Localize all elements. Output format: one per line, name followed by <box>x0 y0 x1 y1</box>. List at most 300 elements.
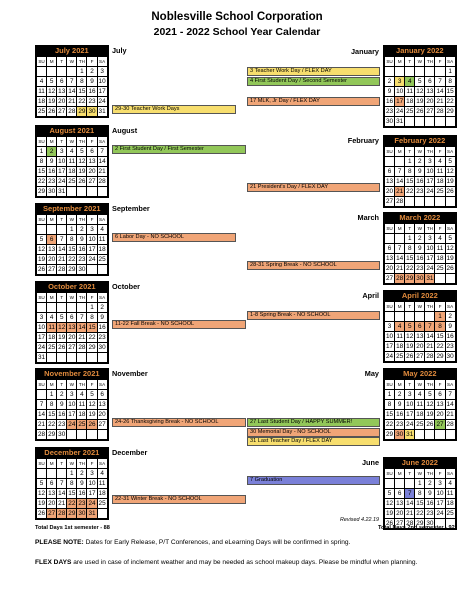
weekday-header: T <box>57 137 67 147</box>
day-cell: 12 <box>37 246 46 253</box>
event-teacher-work-day-flex: 3 Teacher Work Day / FLEX DAY <box>247 67 380 76</box>
weekday-header: M <box>395 469 405 479</box>
day-cell: 7 <box>445 390 455 400</box>
day-cell: 4 <box>435 157 445 167</box>
calendar-grid <box>384 146 456 207</box>
day-cell: 13 <box>416 333 424 340</box>
day-cell: 17 <box>88 490 96 497</box>
day-cell: 25 <box>48 344 56 351</box>
day-cell: 28 <box>406 520 414 527</box>
day-cell: 29 <box>88 344 96 351</box>
day-cell: 21 <box>68 98 76 105</box>
month-label-jul: July <box>112 46 127 55</box>
day-cell <box>77 353 87 363</box>
day-cell: 17 <box>385 343 394 350</box>
day-cell: 5 <box>385 489 395 499</box>
day-cell: 4 <box>97 225 107 235</box>
day-cell: 8 <box>405 244 415 254</box>
day-cell: 19 <box>37 500 46 507</box>
weekday-header: SU <box>385 224 395 234</box>
day-cell: 12 <box>385 500 394 507</box>
day-cell: 26 <box>78 178 86 185</box>
day-cell <box>435 430 445 440</box>
weekday-header: T <box>405 380 415 390</box>
weekday-header: T <box>405 57 415 67</box>
day-cell: 11 <box>396 333 403 340</box>
day-cell: 1 <box>435 312 445 322</box>
day-cell <box>425 197 435 207</box>
day-cell: 15 <box>385 411 394 418</box>
day-cell: 11 <box>48 324 55 331</box>
day-cell: 29 <box>48 431 56 438</box>
day-cell: 26 <box>426 421 434 428</box>
day-cell <box>385 157 395 167</box>
day-cell: 3 <box>395 77 405 87</box>
day-cell: 9 <box>77 479 87 489</box>
day-cell <box>77 303 87 313</box>
day-cell: 10 <box>98 78 106 85</box>
day-cell: 15 <box>37 168 46 175</box>
day-cell: 3 <box>87 469 97 479</box>
day-cell: 29 <box>406 275 414 282</box>
day-cell: 28 <box>396 275 404 282</box>
day-cell: 10 <box>426 168 434 175</box>
day-cell: 17 <box>88 246 96 253</box>
day-cell: 5 <box>37 235 47 245</box>
day-cell: 21 <box>98 168 106 175</box>
month-header: October 2021 <box>36 282 108 292</box>
day-cell <box>385 312 395 322</box>
weekday-header: W <box>67 459 77 469</box>
day-cell: 5 <box>415 77 425 87</box>
day-cell: 20 <box>426 98 434 105</box>
weekday-header: M <box>47 380 57 390</box>
day-cell: 18 <box>446 500 454 507</box>
day-cell: 17 <box>98 88 106 95</box>
day-cell: 1 <box>405 157 415 167</box>
note-please-text: Dates for Early Release, P/T Conferences, and eLearning Days will be confirmed in spring. <box>83 539 351 546</box>
day-cell <box>67 353 77 363</box>
day-cell: 13 <box>436 401 444 408</box>
day-cell: 15 <box>88 324 96 331</box>
day-cell: 11 <box>98 480 106 487</box>
weekday-header: W <box>415 147 425 157</box>
day-cell: 14 <box>436 88 444 95</box>
day-cell: 19 <box>88 411 96 418</box>
day-cell: 18 <box>436 178 444 185</box>
day-cell <box>77 187 87 197</box>
day-cell: 10 <box>436 490 444 497</box>
day-cell: 11 <box>406 88 414 95</box>
day-cell: 11 <box>38 88 45 95</box>
weekday-header: W <box>415 469 425 479</box>
day-cell <box>57 303 67 313</box>
weekday-header: SA <box>97 459 107 469</box>
weekday-header: W <box>415 380 425 390</box>
revised-date: Revised 4.22.19 <box>340 517 379 523</box>
day-cell: 21 <box>436 98 444 105</box>
day-cell: 18 <box>68 168 76 175</box>
month-label-jun: June <box>361 458 379 467</box>
day-cell <box>405 117 415 127</box>
day-cell: 2 <box>77 469 87 479</box>
weekday-header: F <box>87 380 97 390</box>
day-cell: 25 <box>396 353 404 360</box>
day-cell <box>97 187 107 197</box>
weekday-header: F <box>87 57 97 67</box>
day-cell: 24 <box>68 421 76 428</box>
day-cell: 21 <box>446 411 454 418</box>
day-cell <box>405 312 415 322</box>
calendar-grid <box>36 379 108 440</box>
weekday-header: T <box>405 147 415 157</box>
day-cell: 24 <box>58 178 66 185</box>
day-cell: 21 <box>58 500 66 507</box>
day-cell: 6 <box>47 235 57 245</box>
day-cell: 5 <box>405 322 415 332</box>
day-cell: 22 <box>88 334 96 341</box>
day-cell <box>445 117 455 127</box>
weekday-header: W <box>67 137 77 147</box>
month-header: April 2022 <box>384 291 456 301</box>
day-cell: 5 <box>47 77 57 87</box>
weekday-header: SU <box>385 380 395 390</box>
day-cell: 4 <box>37 77 47 87</box>
day-cell: 3 <box>67 390 77 400</box>
day-cell: 15 <box>406 178 414 185</box>
day-cell <box>67 430 77 440</box>
page-title: Noblesville School Corporation <box>151 11 323 23</box>
day-cell: 4 <box>405 77 415 87</box>
day-cell: 7 <box>435 77 445 87</box>
day-cell: 24 <box>88 256 96 263</box>
day-cell <box>445 197 455 207</box>
day-cell: 28 <box>436 108 444 115</box>
day-cell <box>435 274 445 284</box>
note-flex-label: FLEX DAYS <box>35 559 72 566</box>
day-cell <box>425 312 435 322</box>
month-header: August 2021 <box>36 126 108 136</box>
day-cell <box>67 187 77 197</box>
day-cell: 6 <box>97 390 107 400</box>
day-cell: 7 <box>425 322 435 332</box>
day-cell: 10 <box>406 401 414 408</box>
day-cell: 13 <box>58 88 66 95</box>
total-days-first-semester: Total Days 1st semester - 88 <box>35 525 110 531</box>
month-header: September 2021 <box>36 204 108 214</box>
day-cell: 25 <box>416 421 424 428</box>
day-cell: 5 <box>445 234 455 244</box>
calendar-feb <box>383 135 457 208</box>
day-cell: 5 <box>445 157 455 167</box>
day-cell: 15 <box>436 333 444 340</box>
day-cell: 19 <box>385 510 394 517</box>
day-cell: 15 <box>416 500 424 507</box>
day-cell: 12 <box>416 88 424 95</box>
day-cell: 6 <box>395 489 405 499</box>
weekday-header: SA <box>97 380 107 390</box>
day-cell: 25 <box>98 256 106 263</box>
day-cell: 27 <box>416 353 424 360</box>
month-header: July 2021 <box>36 46 108 56</box>
day-cell <box>395 67 405 77</box>
day-cell: 24 <box>385 353 394 360</box>
weekday-header: W <box>67 380 77 390</box>
weekday-header: SA <box>97 293 107 303</box>
day-cell: 29 <box>385 431 394 438</box>
day-cell: 30 <box>88 108 96 115</box>
day-cell: 22 <box>416 510 424 517</box>
day-cell: 22 <box>68 500 76 507</box>
day-cell <box>435 197 445 207</box>
day-cell: 16 <box>58 411 66 418</box>
weekday-header: F <box>87 293 97 303</box>
weekday-header: SA <box>445 302 455 312</box>
calendar-oct <box>35 281 109 364</box>
month-label-mar: March <box>357 213 379 222</box>
day-cell: 22 <box>406 265 414 272</box>
day-cell: 8 <box>87 313 97 323</box>
day-cell <box>385 67 395 77</box>
weekday-header: SU <box>37 380 47 390</box>
day-cell: 25 <box>436 188 444 195</box>
day-cell: 19 <box>37 256 46 263</box>
weekday-header: T <box>405 302 415 312</box>
day-cell: 23 <box>446 343 454 350</box>
note-please-label: PLEASE NOTE: <box>35 539 84 546</box>
day-cell: 10 <box>58 158 66 165</box>
calendar-grid <box>384 223 456 284</box>
weekday-header: T <box>57 293 67 303</box>
month-label-nov: November <box>112 369 148 378</box>
day-cell: 21 <box>406 510 414 517</box>
day-cell: 14 <box>396 178 404 185</box>
weekday-header: F <box>87 137 97 147</box>
day-cell <box>37 303 47 313</box>
day-cell: 28 <box>37 431 46 438</box>
day-cell <box>385 479 395 489</box>
day-cell: 27 <box>426 108 434 115</box>
day-cell: 13 <box>48 246 56 253</box>
day-cell: 16 <box>78 490 86 497</box>
weekday-header: TH <box>425 147 435 157</box>
day-cell: 17 <box>396 98 404 105</box>
note-flex-text: are used in case of inclement weather and may be needed as school makeup days. Please be mindful when planning. <box>71 559 418 566</box>
event-last-teacher-day: 31 Last Teacher Day / FLEX DAY <box>247 437 380 446</box>
day-cell <box>395 157 405 167</box>
day-cell: 9 <box>445 322 455 332</box>
calendar-grid <box>36 214 108 275</box>
day-cell: 1 <box>67 225 77 235</box>
day-cell <box>67 303 77 313</box>
day-cell: 29 <box>416 520 424 527</box>
day-cell: 16 <box>416 255 424 262</box>
day-cell <box>57 353 67 363</box>
day-cell: 31 <box>58 188 66 195</box>
day-cell: 2 <box>47 147 57 157</box>
month-header: November 2021 <box>36 369 108 379</box>
weekday-header: F <box>87 215 97 225</box>
month-header: February 2022 <box>384 136 456 146</box>
weekday-header: SA <box>97 137 107 147</box>
day-cell: 9 <box>415 244 425 254</box>
day-cell: 22 <box>78 98 86 105</box>
weekday-header: T <box>57 459 67 469</box>
weekday-header: SA <box>445 147 455 157</box>
day-cell: 14 <box>396 255 404 262</box>
day-cell: 18 <box>98 490 106 497</box>
day-cell: 22 <box>406 188 414 195</box>
day-cell: 3 <box>425 234 435 244</box>
day-cell: 14 <box>426 333 434 340</box>
day-cell: 18 <box>436 255 444 262</box>
day-cell: 14 <box>446 401 454 408</box>
day-cell <box>67 67 77 77</box>
day-cell: 1 <box>445 67 455 77</box>
day-cell: 8 <box>435 322 445 332</box>
day-cell: 18 <box>396 343 404 350</box>
day-cell: 23 <box>385 108 394 115</box>
weekday-header: SA <box>445 380 455 390</box>
day-cell: 26 <box>446 265 454 272</box>
calendar-grid <box>36 136 108 197</box>
day-cell: 18 <box>416 411 424 418</box>
day-cell: 11 <box>416 401 424 408</box>
day-cell: 4 <box>77 390 87 400</box>
weekday-header: SU <box>385 469 395 479</box>
day-cell: 22 <box>385 421 394 428</box>
calendar-may <box>383 368 457 441</box>
weekday-header: F <box>435 302 445 312</box>
calendar-grid <box>384 56 456 127</box>
day-cell: 24 <box>436 510 444 517</box>
day-cell: 25 <box>78 421 86 428</box>
weekday-header: T <box>57 380 67 390</box>
event-winter-break: 22-31 Winter Break - NO SCHOOL <box>112 495 246 504</box>
day-cell: 27 <box>436 421 444 428</box>
calendar-apr <box>383 290 457 363</box>
day-cell: 2 <box>445 312 455 322</box>
month-label-apr: April <box>362 291 379 300</box>
day-cell: 17 <box>406 411 414 418</box>
day-cell: 22 <box>436 343 444 350</box>
day-cell: 29 <box>68 510 76 517</box>
day-cell: 22 <box>68 256 76 263</box>
day-cell: 2 <box>395 390 405 400</box>
day-cell: 20 <box>396 510 404 517</box>
day-cell: 10 <box>68 401 76 408</box>
day-cell: 11 <box>436 245 444 252</box>
day-cell: 29 <box>436 353 444 360</box>
day-cell: 27 <box>385 198 394 205</box>
day-cell: 2 <box>425 479 435 489</box>
calendar-grid <box>384 301 456 362</box>
day-cell: 30 <box>396 431 404 438</box>
calendar-nov <box>35 368 109 441</box>
weekday-header: F <box>87 459 97 469</box>
event-fall-break: 11-22 Fall Break - NO SCHOOL <box>112 320 246 329</box>
day-cell: 7 <box>57 235 67 245</box>
weekday-header: T <box>57 57 67 67</box>
calendar-grid <box>384 468 456 529</box>
day-cell: 22 <box>48 421 56 428</box>
day-cell: 28 <box>58 266 66 273</box>
event-presidents-day: 21 President's Day / FLEX DAY <box>247 183 380 192</box>
day-cell: 1 <box>37 147 47 157</box>
weekday-header: M <box>395 224 405 234</box>
day-cell: 29 <box>37 188 46 195</box>
day-cell: 18 <box>406 98 414 105</box>
day-cell <box>87 187 97 197</box>
day-cell: 7 <box>37 400 47 410</box>
day-cell: 20 <box>48 256 56 263</box>
month-header: May 2022 <box>384 369 456 379</box>
day-cell: 12 <box>446 245 454 252</box>
day-cell: 7 <box>67 77 77 87</box>
day-cell: 9 <box>395 400 405 410</box>
calendar-sep <box>35 203 109 276</box>
month-label-dec: December <box>112 448 148 457</box>
day-cell: 1 <box>405 234 415 244</box>
day-cell <box>47 67 57 77</box>
day-cell: 26 <box>446 188 454 195</box>
day-cell <box>77 430 87 440</box>
day-cell: 1 <box>47 390 57 400</box>
total-days-second-semester: Total Days 2nd semester - 92 <box>378 525 455 531</box>
day-cell: 21 <box>58 256 66 263</box>
day-cell: 10 <box>88 480 96 487</box>
event-spring-break-mar: 28-31 Spring Break - NO SCHOOL <box>247 261 380 270</box>
day-cell: 9 <box>97 313 107 323</box>
day-cell: 23 <box>48 178 56 185</box>
day-cell: 31 <box>37 354 46 361</box>
day-cell <box>37 390 47 400</box>
day-cell: 16 <box>98 324 106 331</box>
day-cell: 6 <box>425 77 435 87</box>
day-cell: 12 <box>48 88 56 95</box>
day-cell: 30 <box>48 188 56 195</box>
day-cell: 23 <box>88 98 96 105</box>
day-cell: 23 <box>78 256 86 263</box>
day-cell <box>37 67 47 77</box>
day-cell: 3 <box>37 313 47 323</box>
day-cell: 2 <box>415 157 425 167</box>
month-header: December 2021 <box>36 448 108 458</box>
note-please <box>35 538 465 547</box>
month-header: June 2022 <box>384 458 456 468</box>
day-cell: 14 <box>406 500 414 507</box>
day-cell: 11 <box>446 490 454 497</box>
weekday-header: T <box>405 224 415 234</box>
day-cell: 8 <box>385 400 395 410</box>
day-cell: 18 <box>37 98 46 105</box>
day-cell: 25 <box>446 510 454 517</box>
day-cell: 5 <box>37 479 47 489</box>
day-cell: 8 <box>67 235 77 245</box>
day-cell: 8 <box>405 167 415 177</box>
day-cell <box>385 234 395 244</box>
day-cell: 26 <box>37 266 46 273</box>
day-cell <box>57 469 67 479</box>
month-header: January 2022 <box>384 46 456 56</box>
calendar-grid <box>384 379 456 440</box>
day-cell: 7 <box>395 167 405 177</box>
day-cell: 24 <box>88 500 96 507</box>
month-header: March 2022 <box>384 213 456 223</box>
day-cell: 27 <box>68 344 76 351</box>
day-cell: 19 <box>446 178 454 185</box>
day-cell: 5 <box>57 313 67 323</box>
